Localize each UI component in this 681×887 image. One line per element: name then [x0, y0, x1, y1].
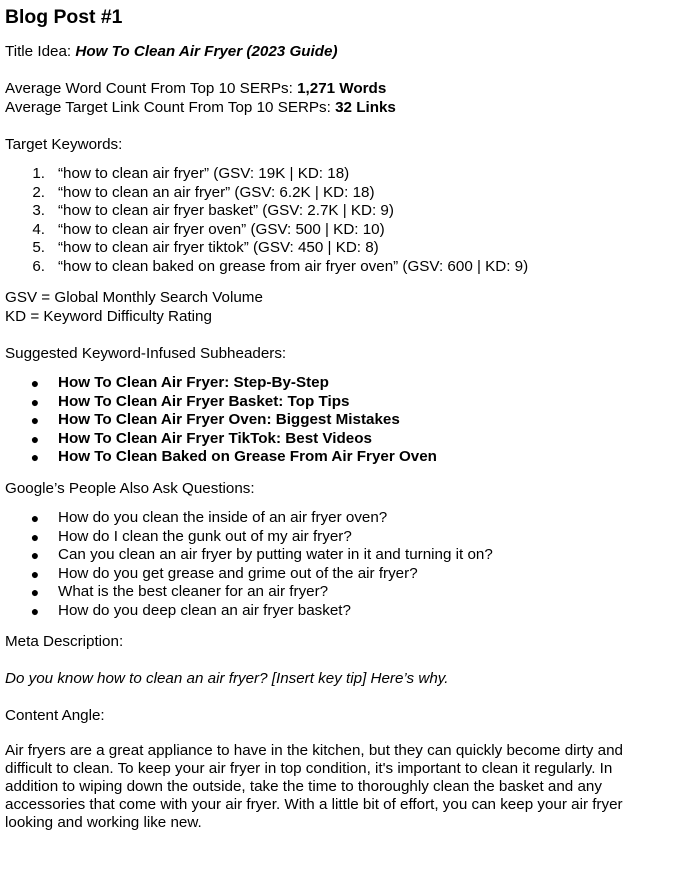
keyword-item: 2. “how to clean an air fryer” (GSV: 6.2K | KD: 18)	[32, 183, 375, 201]
post-title: Blog Post #1	[5, 6, 123, 28]
content-angle-text: Air fryers are a great appliance to have in the kitchen, but they can quickly become dirty and difficult to clean. To keep your air fryer in top condition, it's important to clean it regularly. In addition to wiping down the outside, take the time to thoroughly clean the basket and any accessories that come with your air fryer. With a little bit of effort, you can keep your air fryer looking and working like new.	[5, 741, 623, 832]
bullet-icon: ●	[30, 547, 40, 563]
bullet-icon: ●	[30, 510, 40, 526]
link-count-value: 32 Links	[335, 98, 396, 116]
keyword-item: 1. “how to clean air fryer” (GSV: 19K | KD: 18)	[32, 165, 350, 182]
subheaders-list	[5, 374, 681, 467]
title-idea-line	[5, 43, 681, 62]
subheaders-label: Suggested Keyword-Infused Subheaders:	[5, 344, 287, 362]
link-count-line	[5, 99, 681, 118]
word-count-line	[5, 80, 681, 99]
subheader-item: ● How To Clean Air Fryer TikTok: Best Videos	[30, 429, 372, 447]
link-count-label: Average Target Link Count From Top 10 SERPs:	[5, 98, 336, 116]
word-count-value: 1,271 Words	[297, 80, 387, 97]
content-angle-label: Content Angle:	[5, 707, 105, 724]
bullet-icon: ●	[30, 449, 40, 465]
paa-question: ● How do you clean the inside of an air fryer oven?	[30, 509, 388, 526]
paa-question: ● What is the best cleaner for an air fryer?	[30, 583, 329, 600]
kd-definition: KD = Keyword Difficulty Rating	[5, 307, 212, 325]
word-count-label: Average Word Count From Top 10 SERPs:	[5, 80, 298, 97]
bullet-icon: ●	[30, 412, 40, 428]
paa-question: ● How do I clean the gunk out of my air fryer?	[30, 527, 352, 545]
bullet-icon: ●	[30, 602, 40, 619]
meta-description: Do you know how to clean an air fryer? [Insert key tip] Here’s why.	[5, 670, 449, 687]
paa-question: ● How do you get grease and grime out of the air fryer?	[30, 564, 418, 582]
subheader-item: ● How To Clean Baked on Grease From Air Fryer Oven	[30, 448, 437, 465]
title-idea-value: How To Clean Air Fryer (2023 Guide)	[75, 43, 338, 60]
paa-question: ● How do you deep clean an air fryer basket?	[30, 601, 351, 619]
bullet-icon: ●	[30, 565, 40, 582]
gsv-definition: GSV = Global Monthly Search Volume	[5, 289, 263, 306]
subheader-item: ● How To Clean Air Fryer Basket: Top Tips	[30, 392, 350, 410]
bullet-icon: ●	[30, 393, 40, 410]
keyword-item: 4. “how to clean air fryer oven” (GSV: 500 | KD: 10)	[32, 220, 385, 238]
paa-list	[5, 509, 681, 620]
subheader-item: ● How To Clean Air Fryer: Step-By-Step	[30, 374, 329, 391]
bullet-icon: ●	[30, 375, 40, 391]
meta-label: Meta Description:	[5, 633, 124, 650]
title-idea-label: Title Idea:	[5, 43, 76, 60]
paa-label: Google’s People Also Ask Questions:	[5, 479, 255, 497]
keywords-list	[5, 165, 681, 276]
bullet-icon: ●	[30, 584, 40, 600]
keyword-item: 3. “how to clean air fryer basket” (GSV: 2.7K | KD: 9)	[32, 202, 394, 219]
paa-question: ● Can you clean an air fryer by putting water in it and turning it on?	[30, 546, 493, 563]
keyword-item: 5. “how to clean air fryer tiktok” (GSV: 450 | KD: 8)	[32, 239, 379, 256]
subheader-item: ● How To Clean Air Fryer Oven: Biggest Mistakes	[30, 411, 400, 428]
bullet-icon: ●	[30, 528, 40, 545]
keywords-label: Target Keywords:	[5, 135, 123, 153]
bullet-icon: ●	[30, 430, 40, 447]
keyword-item: 6. “how to clean baked on grease from air fryer oven” (GSV: 600 | KD: 9)	[32, 257, 529, 275]
